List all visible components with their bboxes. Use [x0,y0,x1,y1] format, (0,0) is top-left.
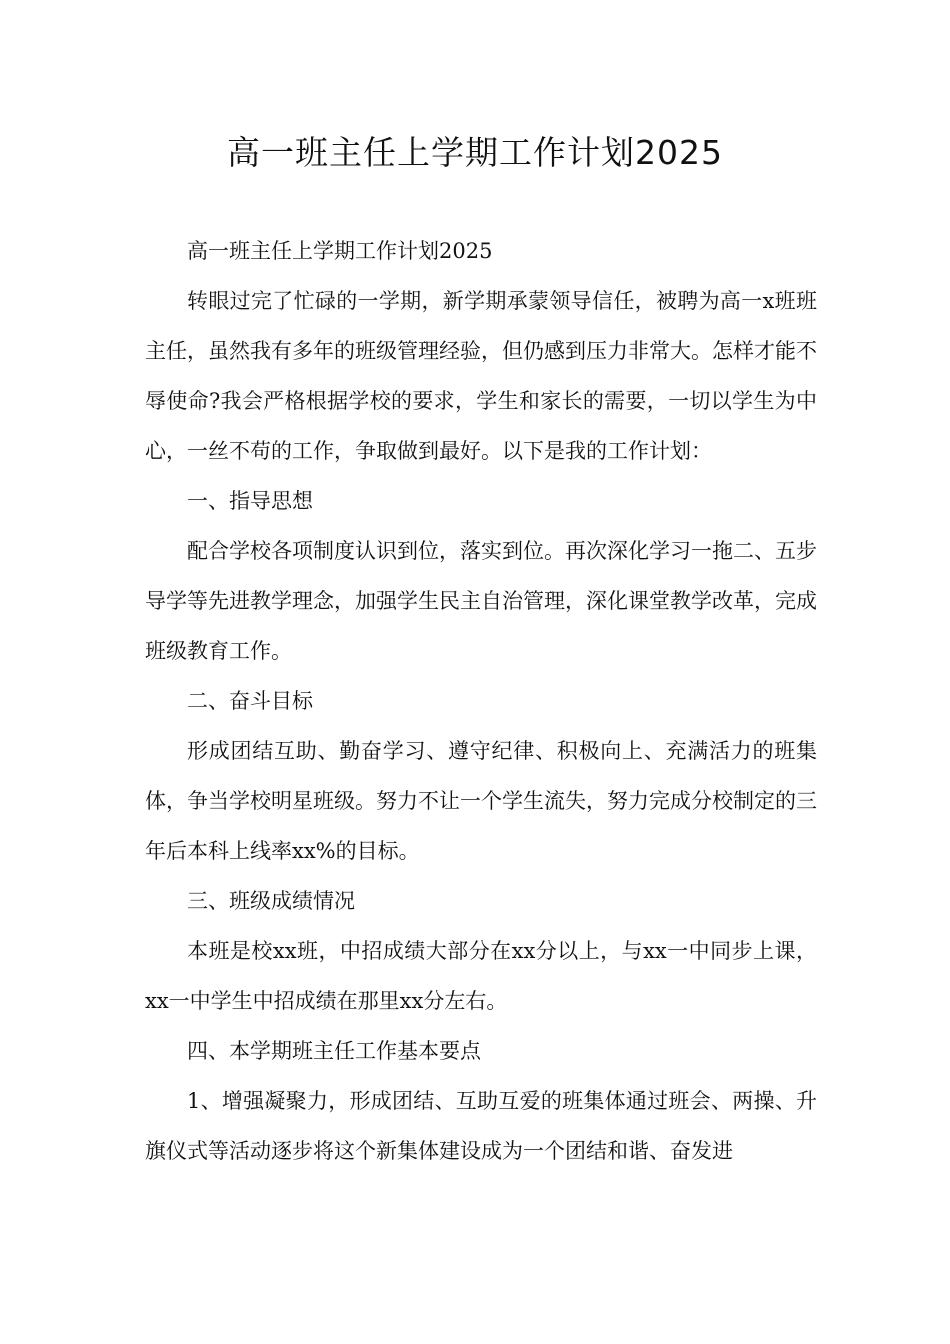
section-heading-class-performance: 三、班级成绩情况 [187,889,355,913]
paragraph-goals: 形成团结互助、勤奋学习、遵守纪律、积极向上、充满活力的班集体，争当学校明星班级。努力不让一个学生流失，努力完成分校制定的三年后本科上线率xx%的目标。 [145,739,817,863]
paragraph-guiding-ideology: 配合学校各项制度认识到位，落实到位。再次深化学习一拖二、五步导学等先进教学理念，加强学生民主自治管理，深化课堂教学改革，完成班级教育工作。 [145,539,817,663]
document-title: 高一班主任上学期工作计划2025 [227,133,723,172]
section-heading-guiding-ideology: 一、指导思想 [187,489,313,513]
paragraph-key-point-1: 1、增强凝聚力，形成团结、互助互爱的班集体通过班会、两操、升旗仪式等活动逐步将这个新集体建设成为一个团结和谐、奋发进 [145,1089,817,1163]
document-body [145,226,817,1176]
paragraph-subtitle: 高一班主任上学期工作计划2025 [187,239,493,263]
paragraph-intro: 转眼过完了忙碌的一学期，新学期承蒙领导信任，被聘为高一x班班主任，虽然我有多年的班级管理经验，但仍感到压力非常大。怎样才能不辱使命?我会严格根据学校的要求，学生和家长的需要，一切以学生为中心，一丝不苟的工作，争取做到最好。以下是我的工作计划： [145,289,817,463]
section-heading-goals: 二、奋斗目标 [187,689,313,713]
section-heading-key-points: 四、本学期班主任工作基本要点 [187,1039,481,1063]
paragraph-class-performance: 本班是校xx班，中招成绩大部分在xx分以上，与xx一中同步上课，xx一中学生中招成绩在那里xx分左右。 [145,939,817,1013]
